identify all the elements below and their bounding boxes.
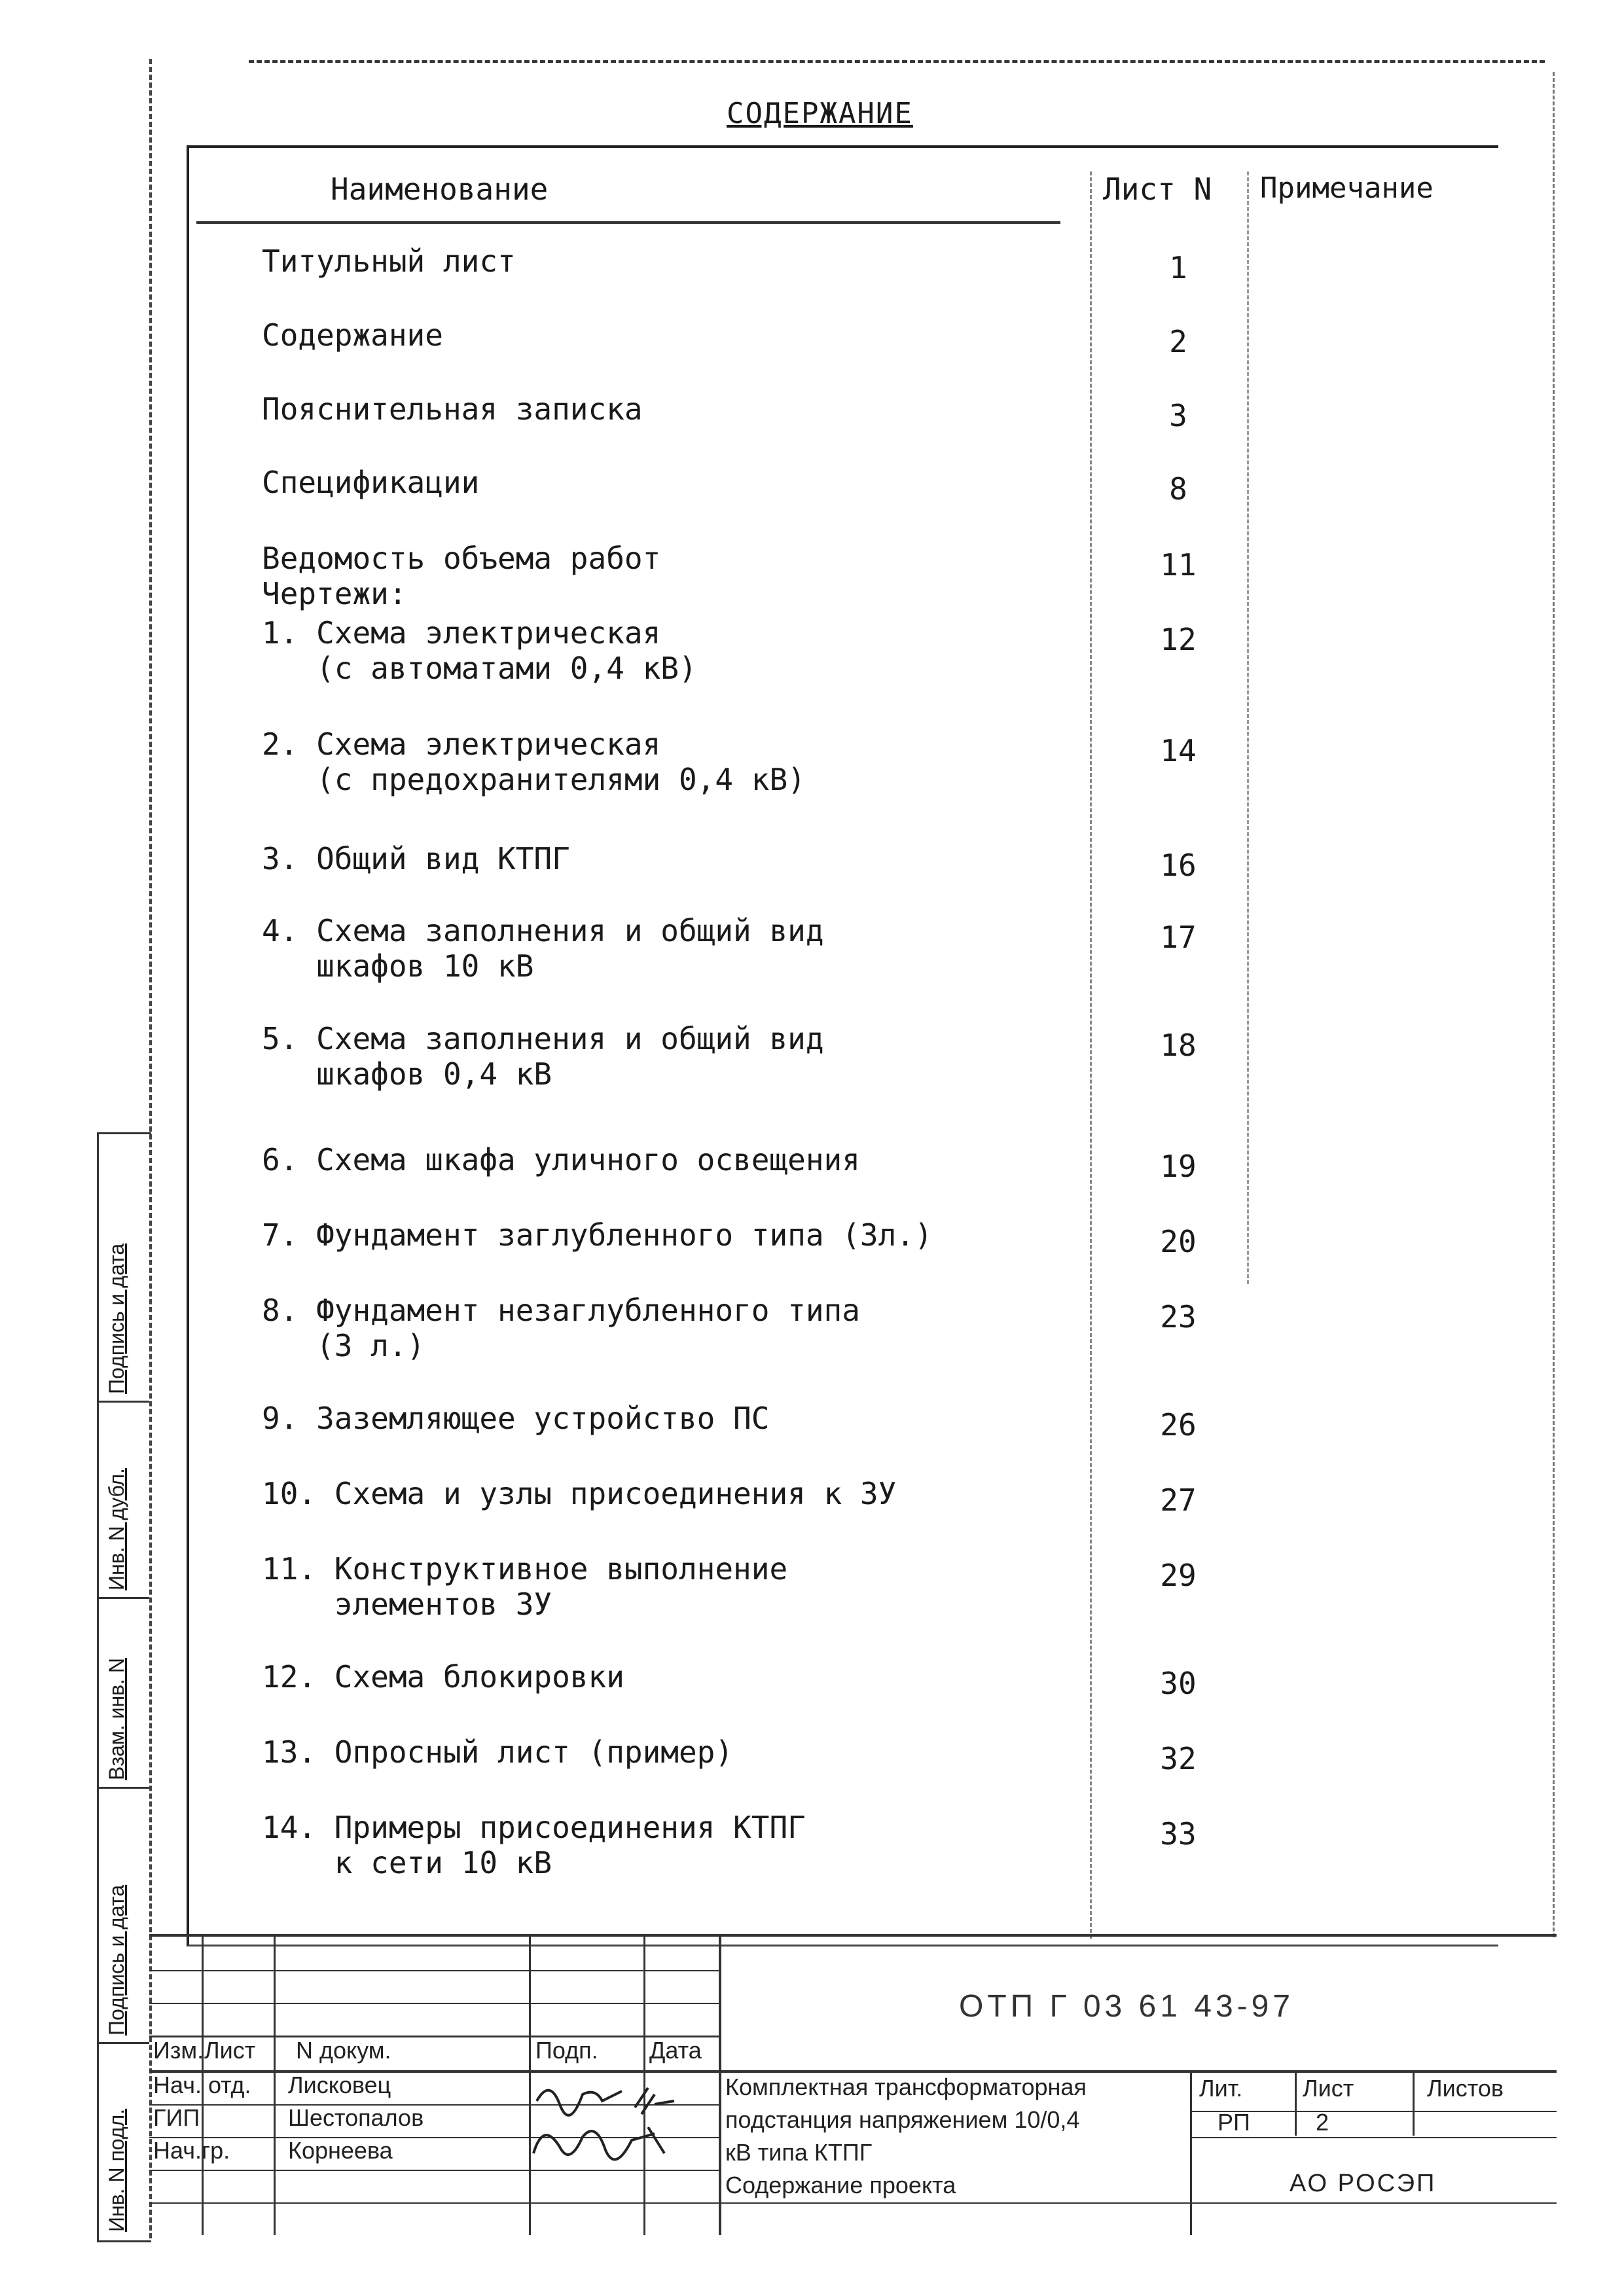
description-line-1: Комплектная трансформаторная — [725, 2073, 1087, 2100]
side-stamp-divider — [97, 1401, 149, 1403]
contents-row — [262, 1401, 1113, 1436]
row-title-continuation: шкафов 0,4 кВ — [262, 1056, 552, 1092]
stage-value-lit: РП — [1218, 2109, 1250, 2136]
note-column-divider — [1247, 171, 1249, 1284]
contents-row — [262, 1551, 1113, 1622]
contents-row — [262, 465, 1113, 500]
row-title-continuation: элементов ЗУ — [262, 1587, 552, 1622]
handwritten-signatures — [524, 2075, 694, 2186]
description-line-3: кВ типа КТПГ — [725, 2139, 873, 2166]
row-sheet-number: 33 — [1160, 1816, 1197, 1852]
document-code: ОТП Г 03 61 43-97 — [959, 1989, 1295, 2024]
row-title: 7. Фундамент заглубленного типа (3л.) — [262, 1217, 933, 1253]
row-title: 4. Схема заполнения и общий вид — [262, 913, 824, 948]
stage-header-sheets: Листов — [1427, 2075, 1504, 2102]
header-underline — [196, 221, 1060, 224]
row-title: 6. Схема шкафа уличного освещения — [262, 1142, 860, 1177]
page-title: СОДЕРЖАНИЕ — [727, 97, 913, 130]
header-name: Наименование — [331, 171, 549, 207]
row-title: 13. Опросный лист (пример) — [262, 1734, 734, 1770]
row-sheet-number: 20 — [1160, 1224, 1197, 1259]
contents-row — [262, 913, 1113, 984]
contents-row — [262, 1476, 1113, 1511]
side-stamp-label: Инв. N дубл. — [105, 1468, 128, 1590]
frame-right-line — [1553, 72, 1555, 1937]
header-sheet: Лист N — [1103, 171, 1212, 207]
side-stamp-label: Подпись и дата — [105, 1243, 128, 1394]
contents-row — [262, 391, 1113, 427]
row-title: 2. Схема электрическая — [262, 726, 661, 762]
row-title-continuation: шкафов 10 кВ — [262, 948, 534, 984]
row-title: 11. Конструктивное выполнение — [262, 1551, 788, 1587]
row-sheet-number: 30 — [1160, 1666, 1197, 1701]
header-note: Примечание — [1260, 171, 1434, 205]
row-title: Пояснительная записка — [262, 391, 643, 427]
role-group-head: Нач.гр. — [153, 2137, 230, 2164]
row-sheet-number: 17 — [1160, 920, 1197, 955]
row-title: 12. Схема блокировки — [262, 1659, 624, 1695]
side-stamp-divider — [97, 1597, 149, 1599]
contents-row — [262, 1021, 1113, 1092]
side-stamp-label: Инв. N подл. — [105, 2108, 128, 2232]
contents-row — [262, 841, 1113, 876]
row-sheet-number: 32 — [1160, 1741, 1197, 1776]
side-stamp-label: Взам. инв. N — [105, 1657, 128, 1780]
row-title: Спецификации — [262, 465, 480, 500]
contents-row — [262, 576, 1113, 611]
side-stamp-divider — [97, 1787, 149, 1789]
row-sheet-number: 27 — [1160, 1482, 1197, 1518]
side-stamp-divider — [97, 1132, 149, 1134]
contents-row — [262, 1142, 1113, 1177]
contents-row — [262, 1217, 1113, 1253]
row-title: Чертежи: — [262, 576, 407, 611]
stage-header-lit: Лит. — [1199, 2075, 1243, 2102]
frame-top-line — [249, 60, 1545, 63]
row-sheet-number: 2 — [1169, 324, 1187, 359]
side-stamp-divider — [97, 2042, 149, 2044]
contents-row — [262, 317, 1113, 353]
contents-row — [262, 541, 1113, 576]
row-title-continuation: к сети 10 кВ — [262, 1845, 552, 1880]
row-sheet-number: 29 — [1160, 1558, 1197, 1593]
organization-name: АО РОСЭП — [1290, 2170, 1437, 2197]
col-date: Дата — [649, 2037, 702, 2064]
row-title: 8. Фундамент незаглубленного типа — [262, 1293, 860, 1328]
row-sheet-number: 23 — [1160, 1299, 1197, 1335]
row-title: Ведомость объема работ — [262, 541, 661, 576]
contents-row — [262, 1659, 1113, 1695]
stage-header-sheet: Лист — [1303, 2075, 1354, 2102]
row-sheet-number: 1 — [1169, 250, 1187, 285]
contents-row — [262, 726, 1113, 797]
row-sheet-number: 12 — [1160, 622, 1197, 657]
name-group-head: Корнеева — [288, 2137, 393, 2164]
row-sheet-number: 3 — [1169, 398, 1187, 433]
row-title-continuation: (с предохранителями 0,4 кВ) — [262, 762, 806, 797]
row-sheet-number: 26 — [1160, 1407, 1197, 1443]
row-title: Содержание — [262, 317, 443, 353]
stage-value-sheet: 2 — [1316, 2109, 1329, 2136]
side-stamp-label: Подпись и дата — [105, 1884, 128, 2036]
contents-row — [262, 1293, 1113, 1363]
row-title-continuation: (3 л.) — [262, 1328, 425, 1363]
col-doc-number: N докум. — [296, 2037, 391, 2064]
contents-row — [262, 1734, 1113, 1770]
row-title: Титульный лист — [262, 243, 516, 279]
row-title-continuation: (с автоматами 0,4 кВ) — [262, 651, 697, 686]
contents-row — [262, 243, 1113, 279]
row-title: 1. Схема электрическая — [262, 615, 661, 651]
name-chief-engineer: Шестопалов — [288, 2104, 424, 2131]
row-sheet-number: 19 — [1160, 1149, 1197, 1184]
name-dept-head: Лисковец — [288, 2072, 391, 2098]
col-sheet: Лист — [204, 2037, 256, 2064]
role-chief-engineer: ГИП — [153, 2104, 200, 2131]
col-change: Изм. — [153, 2037, 204, 2064]
description-line-4: Содержание проекта — [725, 2172, 956, 2198]
row-sheet-number: 18 — [1160, 1028, 1197, 1063]
row-sheet-number: 16 — [1160, 848, 1197, 883]
row-title: 5. Схема заполнения и общий вид — [262, 1021, 824, 1056]
row-title: 3. Общий вид КТПГ — [262, 841, 570, 876]
role-dept-head: Нач. отд. — [153, 2072, 251, 2098]
description-line-2: подстанция напряжением 10/0,4 — [725, 2106, 1080, 2133]
contents-row — [262, 615, 1113, 686]
contents-row — [262, 1810, 1113, 1880]
row-title: 9. Заземляющее устройство ПС — [262, 1401, 770, 1436]
row-title: 10. Схема и узлы присоединения к ЗУ — [262, 1476, 897, 1511]
col-signature: Подп. — [535, 2037, 598, 2064]
row-sheet-number: 14 — [1160, 733, 1197, 768]
row-title: 14. Примеры присоединения КТПГ — [262, 1810, 806, 1845]
row-sheet-number: 8 — [1169, 471, 1187, 507]
row-sheet-number: 11 — [1160, 547, 1197, 583]
